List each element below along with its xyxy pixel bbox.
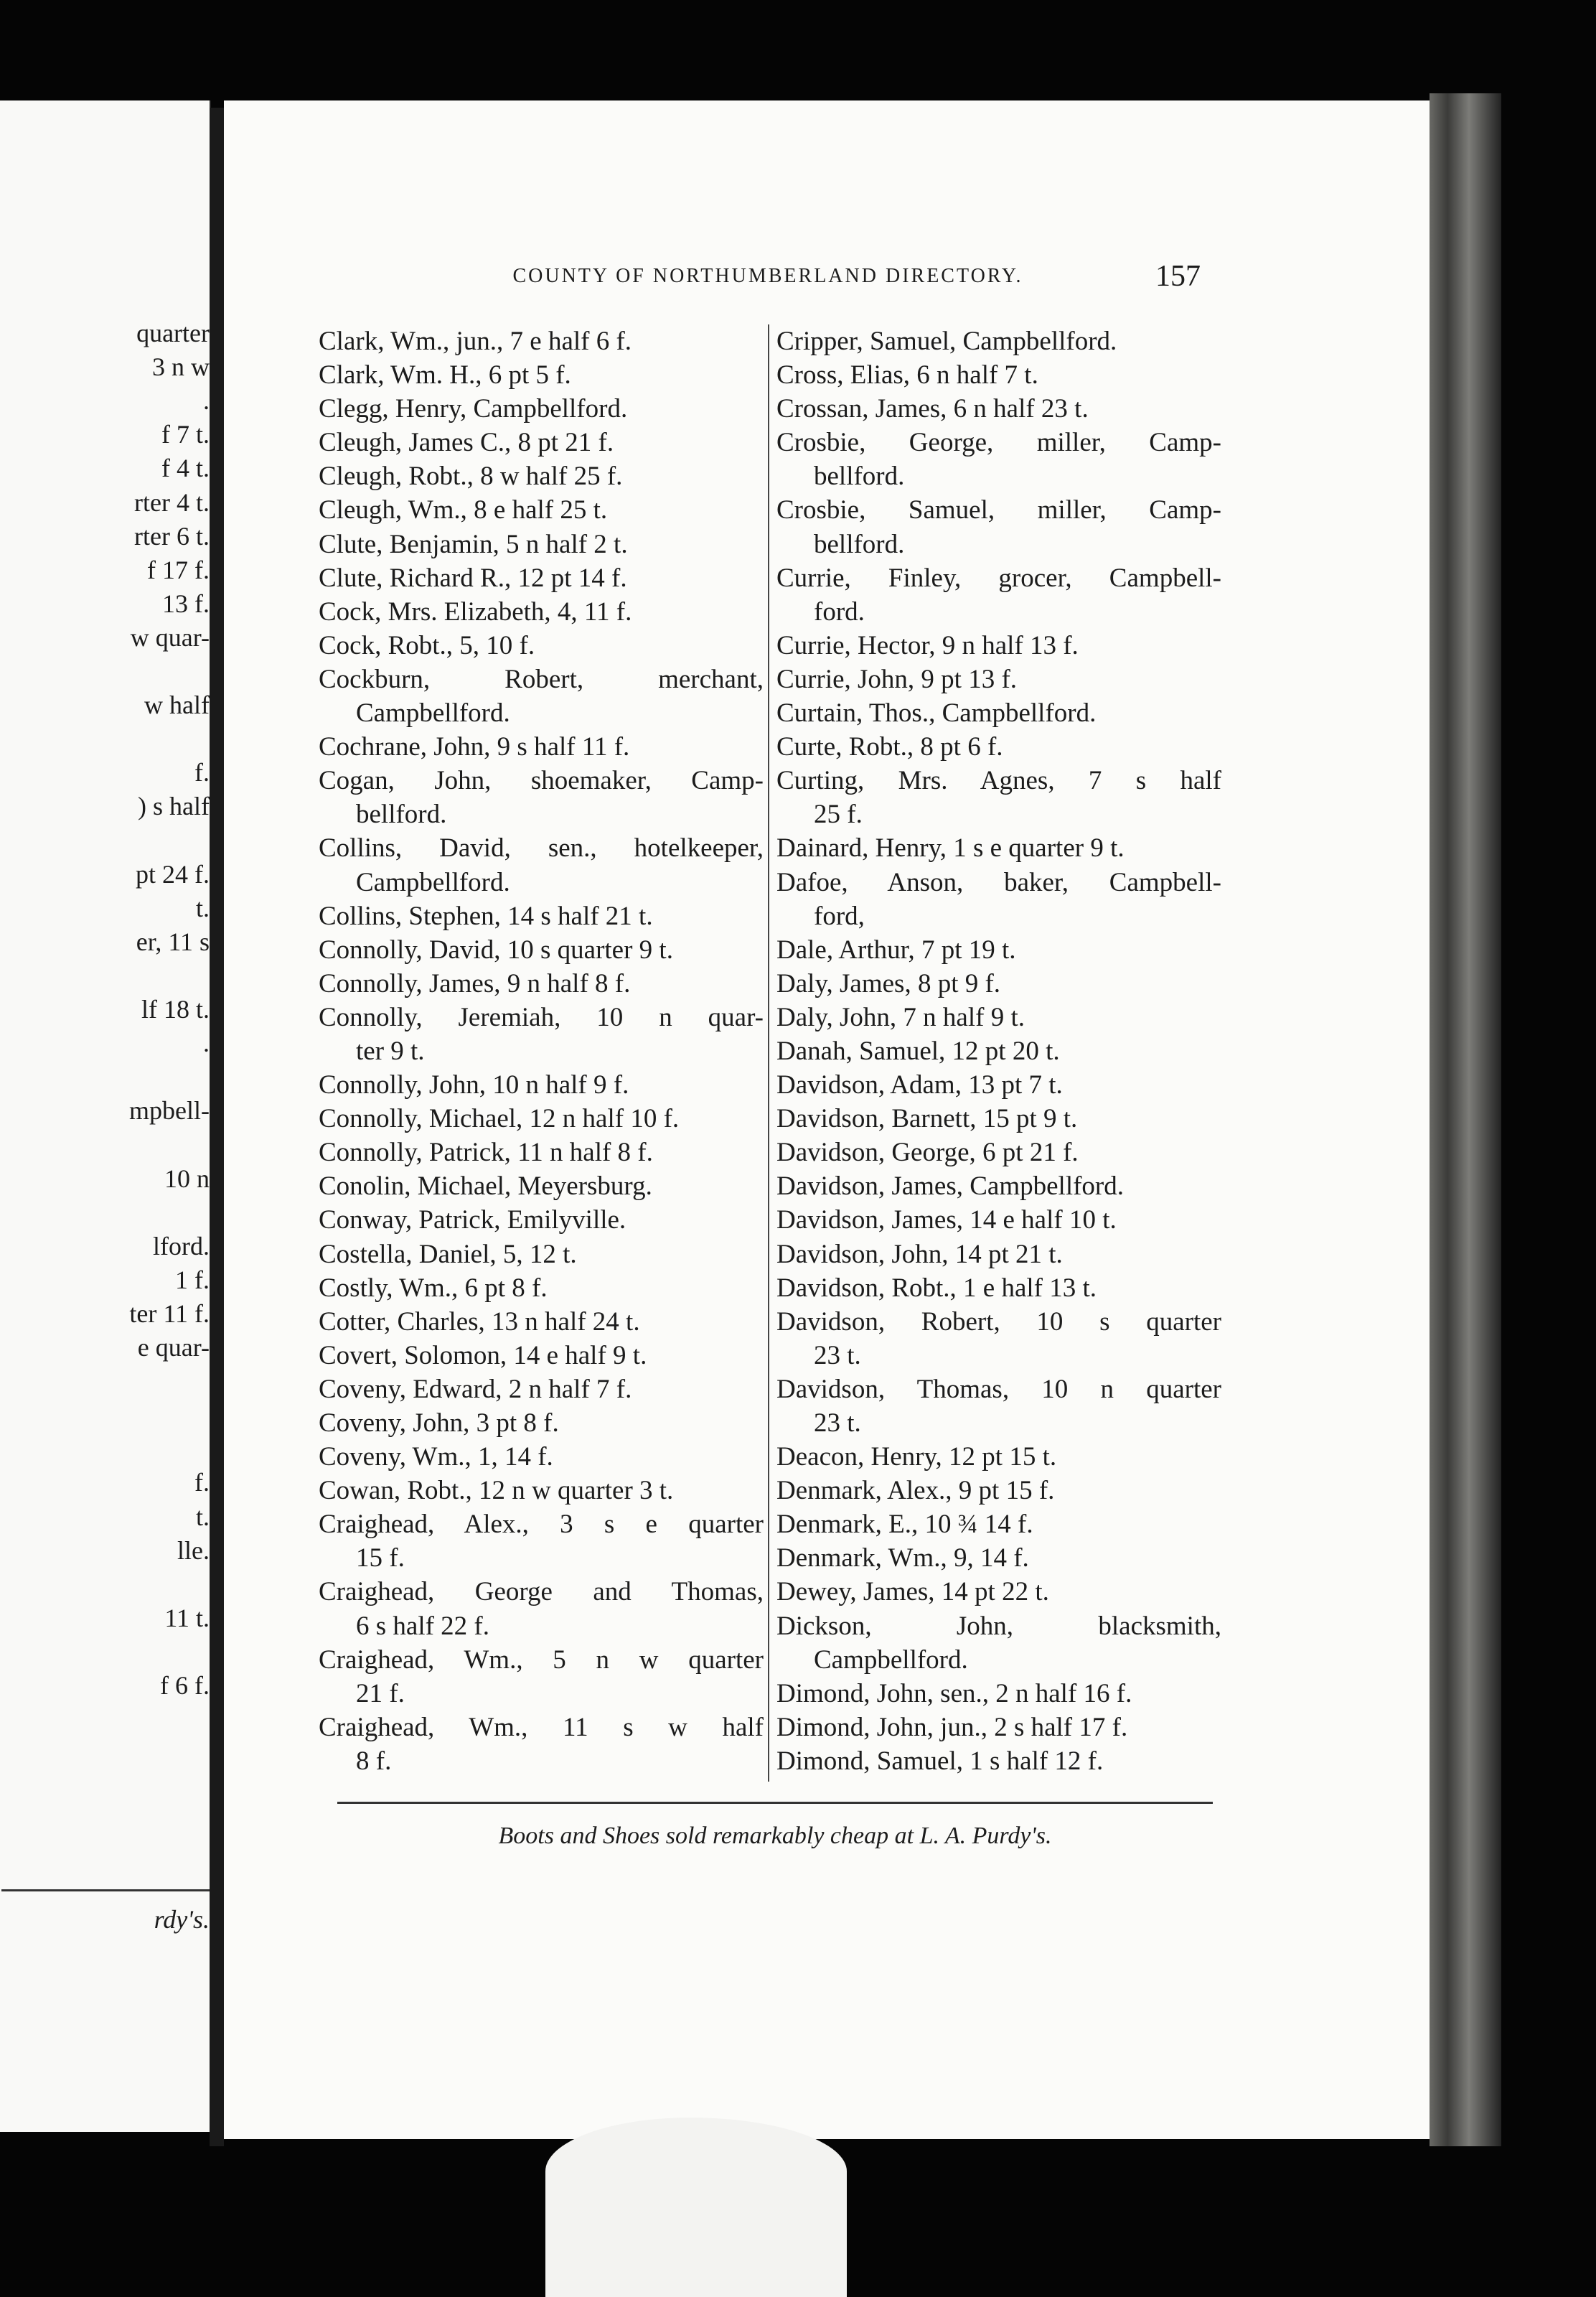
left-page-rule [1,1889,210,1891]
left-page-text-fragment: f. [194,1468,210,1497]
directory-entry: 6 s half 22 f. [356,1611,489,1641]
directory-entry: Dimond, Samuel, 1 s half 12 f. [776,1746,1104,1776]
left-page-text-fragment: . [203,1029,210,1058]
directory-entry: Cleugh, James C., 8 pt 21 f. [319,428,614,458]
left-page-text-fragment: f 6 f. [160,1671,210,1700]
directory-entry: Coveny, Wm., 1, 14 f. [319,1442,553,1472]
left-page-text-fragment: 11 t. [164,1603,210,1632]
directory-column-left [319,324,764,1778]
paper-tab [545,2118,847,2297]
directory-entry: Cogan, John, shoemaker, Camp- [319,766,764,796]
left-page-text-fragment: quarter [136,319,210,347]
directory-entry: Connolly, Michael, 12 n half 10 f. [319,1104,680,1134]
directory-entry: Costly, Wm., 6 pt 8 f. [319,1273,548,1303]
left-page-text-fragment: w quar- [130,622,210,652]
left-page-text-fragment: e quar- [137,1333,210,1362]
left-page-text-fragment: ter 11 f. [129,1299,210,1328]
directory-entry: Coveny, John, 3 pt 8 f. [319,1408,559,1438]
left-page-text-fragment: 3 n w [152,352,210,382]
directory-entry: Conway, Patrick, Emilyville. [319,1205,626,1235]
directory-entry: Craighead, Wm., 11 s w half [319,1712,764,1742]
left-page-text-fragment: rter 4 t. [134,487,210,517]
directory-entry: Costella, Daniel, 5, 12 t. [319,1239,577,1269]
directory-entry: Denmark, Alex., 9 pt 15 f. [776,1476,1055,1506]
directory-entry: Daly, John, 7 n half 9 t. [776,1002,1025,1032]
directory-entry: Covert, Solomon, 14 e half 9 t. [319,1340,647,1370]
directory-entry: Cock, Robt., 5, 10 f. [319,630,535,660]
directory-entry: Cowan, Robt., 12 n w quarter 3 t. [319,1476,674,1506]
left-page-text-fragment: 1 f. [175,1265,210,1294]
directory-entry: Curtain, Thos., Campbellford. [776,698,1097,729]
directory-entry: Dafoe, Anson, baker, Campbell- [776,867,1221,897]
directory-entry: Curting, Mrs. Agnes, 7 s half [776,766,1221,796]
left-page-text-fragment: 13 f. [162,589,210,618]
directory-entry: Cleugh, Robt., 8 w half 25 f. [319,462,623,492]
directory-entry: Craighead, George and Thomas, [319,1577,764,1607]
left-page-text-fragment: f. [194,758,210,787]
directory-entry: 23 t. [814,1408,861,1438]
footer-rule [337,1802,1213,1804]
directory-entry: Denmark, Wm., 9, 14 f. [776,1543,1029,1573]
directory-entry: Davidson, Thomas, 10 n quarter [776,1374,1221,1404]
directory-entry: Dickson, John, blacksmith, [776,1611,1221,1641]
directory-entry: Craighead, Alex., 3 s e quarter [319,1510,764,1540]
directory-entry: Clute, Benjamin, 5 n half 2 t. [319,529,628,559]
directory-entry: Deacon, Henry, 12 pt 15 t. [776,1442,1057,1472]
directory-entry: Craighead, Wm., 5 n w quarter [319,1645,764,1675]
page-edge [1430,93,1501,2146]
directory-entry: Curte, Robt., 8 pt 6 f. [776,732,1003,762]
left-page-text-fragment: . [203,386,210,416]
directory-entry: Cleugh, Wm., 8 e half 25 t. [319,495,608,525]
directory-entry: Davidson, Robt., 1 e half 13 t. [776,1273,1097,1303]
directory-entry: Crosbie, George, miller, Camp- [776,428,1221,458]
directory-entry: Cochrane, John, 9 s half 11 f. [319,732,630,762]
directory-entry: Davidson, Adam, 13 pt 7 t. [776,1070,1063,1100]
directory-entry: Connolly, Patrick, 11 n half 8 f. [319,1138,653,1168]
directory-entry: Clark, Wm., jun., 7 e half 6 f. [319,327,632,356]
directory-entry: Campbellford. [814,1645,968,1675]
directory-entry: 25 f. [814,800,863,830]
directory-entry: Clark, Wm. H., 6 pt 5 f. [319,360,571,390]
directory-entry: Clute, Richard R., 12 pt 14 f. [319,563,627,593]
left-page-fragment [0,100,211,2132]
left-page-text-fragment: er, 11 s [136,927,210,956]
directory-entry: Clegg, Henry, Campbellford. [319,394,628,424]
directory-entry: Crosbie, Samuel, miller, Camp- [776,495,1221,525]
directory-entry: Connolly, Jeremiah, 10 n quar- [319,1002,764,1032]
directory-entry: Danah, Samuel, 12 pt 20 t. [776,1036,1060,1066]
left-page-text-fragment: t. [195,1502,210,1531]
directory-column-right [776,324,1221,1778]
left-page-text-fragment: t. [195,893,210,922]
directory-entry: Collins, Stephen, 14 s half 21 t. [319,901,653,931]
directory-entry: ford, [814,901,865,931]
directory-entry: Davidson, Robert, 10 s quarter [776,1306,1221,1337]
left-page-text-fragment: lle. [177,1535,210,1565]
directory-entry: Cotter, Charles, 13 n half 24 t. [319,1306,640,1337]
directory-entry: Crossan, James, 6 n half 23 t. [776,394,1089,424]
directory-entry: bellford. [814,529,905,559]
directory-entry: Currie, Finley, grocer, Campbell- [776,563,1221,593]
directory-entry: 15 f. [356,1543,405,1573]
directory-entry: 21 f. [356,1678,405,1708]
left-page-text-fragment: lford. [153,1231,210,1260]
column-divider [768,324,769,1782]
directory-entry: Campbellford. [356,698,510,729]
advertisement-footer: Boots and Shoes sold remarkably cheap at L. A. Purdy's. [498,1823,1052,1849]
directory-entry: Campbellford. [356,867,510,897]
directory-entry: Daly, James, 8 pt 9 f. [776,968,1001,998]
directory-entry: Currie, Hector, 9 n half 13 f. [776,630,1079,660]
directory-entry: Connolly, John, 10 n half 9 f. [319,1070,629,1100]
directory-entry: Currie, John, 9 pt 13 f. [776,664,1018,694]
left-page-text-fragment: 10 n [164,1164,210,1193]
directory-entry: Dimond, John, jun., 2 s half 17 f. [776,1712,1128,1742]
directory-entry: Connolly, David, 10 s quarter 9 t. [319,935,673,965]
directory-entry: Dimond, John, sen., 2 n half 16 f. [776,1678,1132,1708]
directory-entry: Cripper, Samuel, Campbellford. [776,327,1117,356]
directory-entry: ter 9 t. [356,1036,425,1066]
left-page-footer-fragment: rdy's. [154,1905,210,1934]
directory-entry: 23 t. [814,1340,861,1370]
directory-entry: Dainard, Henry, 1 s e quarter 9 t. [776,833,1125,864]
left-page-text-fragment: ) s half [138,792,210,821]
running-title: COUNTY OF NORTHUMBERLAND DIRECTORY. [512,265,1023,287]
left-page-text-fragment: f 7 t. [161,420,210,449]
page-header [466,255,1241,298]
directory-entry: Davidson, Barnett, 15 pt 9 t. [776,1104,1078,1134]
directory-entry: Davidson, James, Campbellford. [776,1171,1124,1202]
directory-entry: Dewey, James, 14 pt 22 t. [776,1577,1049,1607]
directory-entry: bellford. [814,462,905,492]
directory-entry: Cockburn, Robert, merchant, [319,664,764,694]
directory-entry: Davidson, James, 14 e half 10 t. [776,1205,1117,1235]
directory-entry: Coveny, Edward, 2 n half 7 f. [319,1374,632,1404]
left-page-text-fragment: pt 24 f. [136,859,210,889]
directory-entry: Denmark, E., 10 ¾ 14 f. [776,1510,1033,1540]
directory-entry: Dale, Arthur, 7 pt 19 t. [776,935,1016,965]
left-page-text-fragment: f 17 f. [147,555,210,584]
directory-entry: ford. [814,597,865,627]
directory-entry: Collins, David, sen., hotelkeeper, [319,833,764,864]
left-page-text-fragment: f 4 t. [161,454,210,483]
directory-entry: Conolin, Michael, Meyersburg. [319,1171,652,1202]
directory-entry: Davidson, George, 6 pt 21 f. [776,1138,1079,1168]
book-gutter [210,108,224,2146]
page-number: 157 [1155,260,1201,293]
left-page-text-fragment: rter 6 t. [134,521,210,551]
directory-entry: Cross, Elias, 6 n half 7 t. [776,360,1038,390]
left-page-text-fragment: w half [144,691,210,720]
directory-entry: Davidson, John, 14 pt 21 t. [776,1239,1063,1269]
directory-entry: Connolly, James, 9 n half 8 f. [319,968,631,998]
directory-entry: 8 f. [356,1746,392,1776]
directory-entry: Cock, Mrs. Elizabeth, 4, 11 f. [319,597,632,627]
left-page-text-fragment: lf 18 t. [141,995,210,1024]
left-page-text-fragment: mpbell- [129,1096,210,1126]
directory-entry: bellford. [356,800,447,830]
